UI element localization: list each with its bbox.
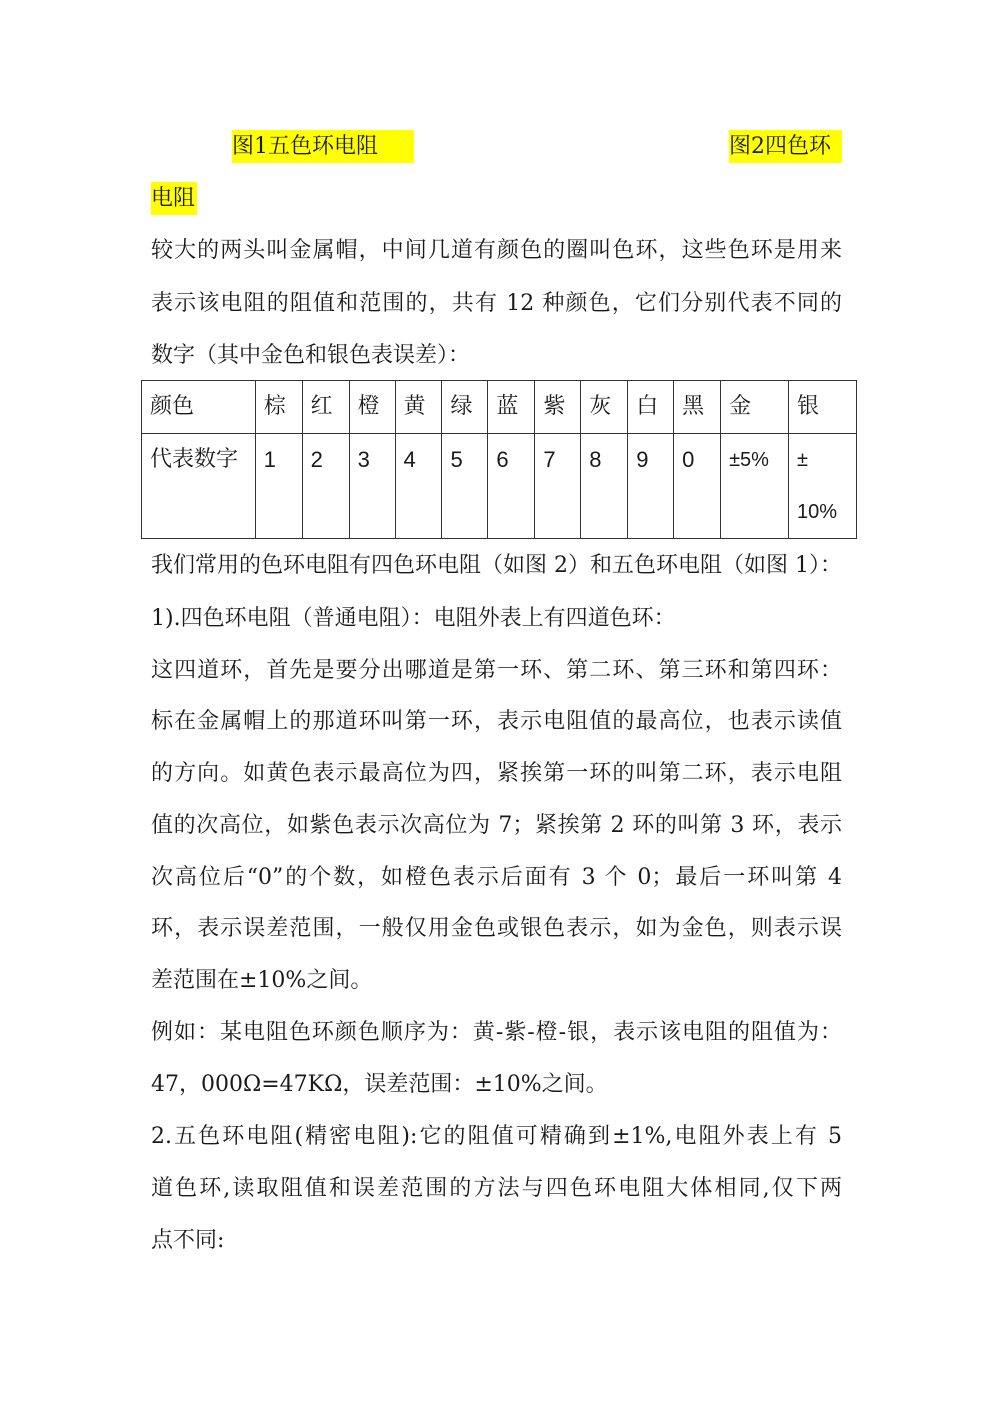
value-cell: 9 — [628, 434, 674, 539]
color-cell: 银 — [788, 381, 856, 434]
figure-1-caption: 图1五色环电阻 — [232, 130, 414, 163]
intro-line-2: 表示该电阻的阻值和范围的，共有 12 种颜色，它们分别代表不同的 — [151, 291, 842, 316]
color-cell: 白 — [628, 381, 674, 434]
value-cell-line-2: 10% — [796, 501, 838, 523]
figure-2-caption-continued: 电阻 — [151, 182, 197, 215]
body-line-1: 我们常用的色环电阻有四色环电阻（如图 2）和五色环电阻（如图 1）： — [151, 553, 842, 578]
body-line-13: 道色环,读取阻值和误差范围的方法与四色环电阻大体相同,仅下两 — [151, 1176, 842, 1201]
color-code-table — [141, 380, 857, 539]
color-cell: 灰 — [581, 381, 628, 434]
body-line-10: 例如：某电阻色环颜色顺序为：黄-紫-橙-银，表示该电阻的阻值为： — [151, 1020, 842, 1045]
body-line-3: 这四道环，首先是要分出哪道是第一环、第二环、第三环和第四环： — [151, 658, 842, 683]
color-cell: 紫 — [535, 381, 581, 434]
color-cell: 黑 — [674, 381, 721, 434]
body-line-2: 1).四色环电阻（普通电阻）：电阻外表上有四道色环： — [151, 606, 676, 631]
value-cell: ±5% — [721, 434, 789, 539]
body-line-12: 2.五色环电阻(精密电阻):它的阻值可精确到±1%,电阻外表上有 5 — [151, 1124, 842, 1149]
value-cell: 6 — [488, 434, 535, 539]
value-cell: 1 — [255, 434, 302, 539]
color-cell: 金 — [721, 381, 789, 434]
body-line-5: 的方向。如黄色表示最高位为四，紧挨第一环的叫第二环，表示电阻 — [151, 761, 842, 786]
table-row-colors — [142, 381, 857, 434]
body-line-9: 差范围在±10%之间。 — [151, 968, 373, 993]
table-header-label: 颜色 — [142, 381, 256, 434]
value-cell: 7 — [535, 434, 581, 539]
color-cell: 蓝 — [488, 381, 535, 434]
color-cell: 橙 — [349, 381, 395, 434]
color-cell: 棕 — [255, 381, 302, 434]
color-cell: 红 — [302, 381, 349, 434]
intro-line-3: 数字（其中金色和银色表误差）： — [151, 343, 471, 368]
value-cell: 2 — [302, 434, 349, 539]
table-row-values — [142, 434, 857, 539]
value-cell: 3 — [349, 434, 395, 539]
value-cell: 0 — [674, 434, 721, 539]
value-cell: 5 — [442, 434, 488, 539]
table-row-label: 代表数字 — [142, 434, 256, 539]
value-cell — [788, 434, 856, 539]
body-line-4: 标在金属帽上的那道环叫第一环，表示电阻值的最高位，也表示读值 — [151, 709, 842, 734]
value-cell: 8 — [581, 434, 628, 539]
value-cell-line-1: ± — [796, 449, 808, 471]
value-cell: 4 — [395, 434, 442, 539]
color-cell: 黄 — [395, 381, 442, 434]
body-line-6: 值的次高位，如紫色表示次高位为 7；紧挨第 2 环的叫第 3 环，表示 — [151, 813, 842, 838]
body-line-14: 点不同: — [151, 1228, 225, 1253]
body-line-11: 47，000Ω=47KΩ，误差范围：±10%之间。 — [151, 1072, 608, 1097]
intro-line-1: 较大的两头叫金属帽，中间几道有颜色的圈叫色环，这些色环是用来 — [151, 238, 842, 263]
figure-2-caption: 图2四色环 — [729, 130, 842, 163]
body-line-7: 次高位后“0”的个数，如橙色表示后面有 3 个 0；最后一环叫第 4 — [151, 865, 842, 890]
color-cell: 绿 — [442, 381, 488, 434]
body-line-8: 环，表示误差范围，一般仅用金色或银色表示，如为金色，则表示误 — [151, 916, 842, 941]
